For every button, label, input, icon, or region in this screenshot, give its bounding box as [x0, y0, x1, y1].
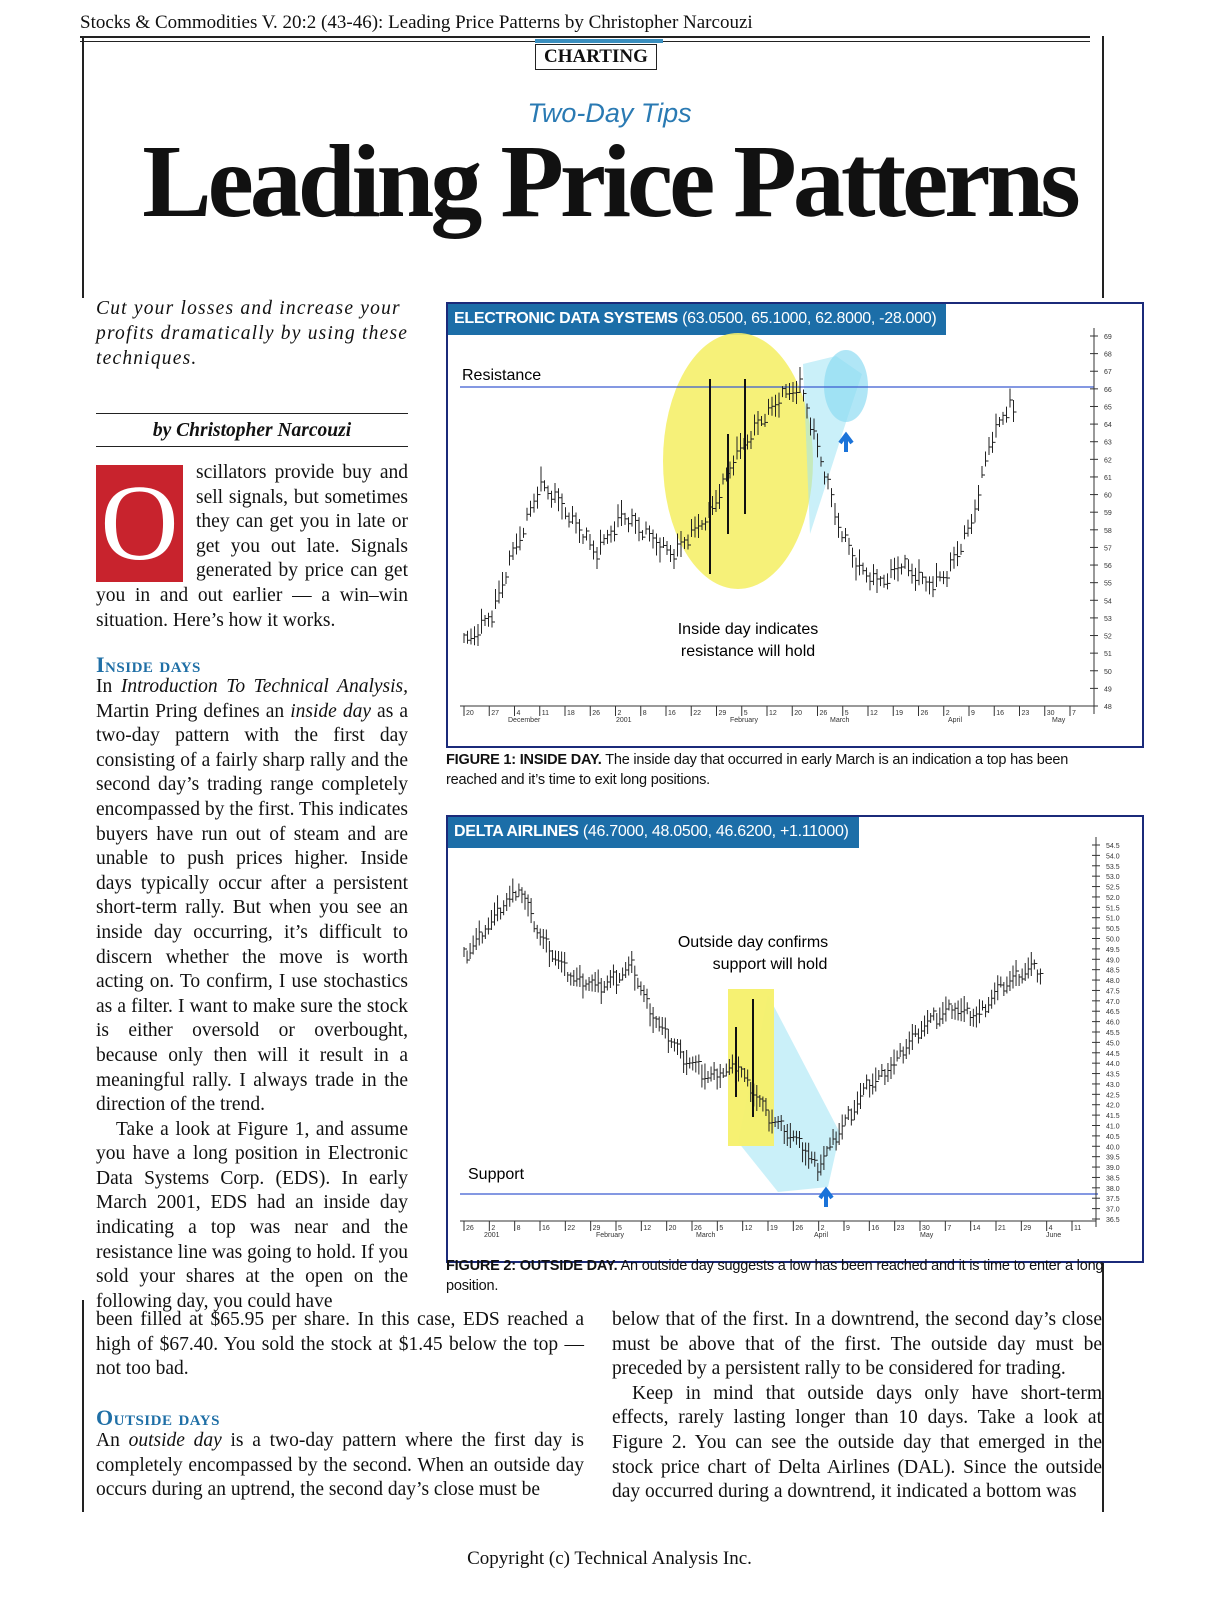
y-tick-label: 46.5 — [1106, 1009, 1120, 1017]
x-tick-label: 21 — [998, 1225, 1006, 1232]
inside-day-highlight — [663, 333, 813, 589]
inside-day-focus — [824, 350, 868, 422]
up-arrow-icon — [820, 1190, 832, 1207]
figure-1-note-line-2: resistance will hold — [680, 643, 816, 660]
subhead-outside-days — [96, 1405, 220, 1431]
outside-days-body — [96, 1429, 584, 1503]
y-tick-label: 48 — [1104, 704, 1112, 711]
drop-cap-spacer — [96, 461, 196, 582]
x-tick-label: 4 — [1048, 1225, 1053, 1232]
y-tick-label: 39.0 — [1106, 1165, 1120, 1173]
y-tick-label: 68 — [1104, 351, 1112, 359]
y-tick-label: 42.5 — [1106, 1092, 1120, 1100]
x-month-label: March — [696, 1232, 716, 1239]
figure-2-note-line-2: support will hold — [712, 956, 828, 973]
x-tick-label: 11 — [541, 710, 550, 717]
resistance-label: Resistance — [462, 367, 542, 384]
y-tick-label: 37.5 — [1106, 1196, 1120, 1204]
x-tick-label: 27 — [491, 710, 500, 717]
y-tick-label: 45.0 — [1106, 1040, 1120, 1048]
y-tick-label: 59 — [1104, 510, 1112, 518]
figure-1-caption — [446, 750, 1106, 790]
running-head: Stocks & Commodities V. 20:2 (43-46): Leading Price Patterns by Christopher Narcouzi — [80, 12, 753, 33]
x-tick-label: 5 — [719, 1225, 724, 1232]
right-column — [612, 1308, 1102, 1505]
x-tick-label: 14 — [972, 1225, 981, 1232]
deck: Cut your losses and increase your profits dramatically by using these techniques. — [96, 298, 409, 369]
x-month-label: February — [596, 1232, 625, 1239]
figure-1-y-axis — [1090, 328, 1112, 714]
y-tick-label: 44.0 — [1106, 1061, 1120, 1069]
y-tick-label: 61 — [1104, 474, 1112, 482]
y-tick-label: 48.0 — [1106, 978, 1120, 986]
x-tick-label: 26 — [694, 1225, 702, 1232]
y-tick-label: 51 — [1104, 651, 1112, 659]
right-column-paragraph-1: below that of the first. In a downtrend, the second day’s close must be above that of the first. The outside day must be preceded by a persistent rally to be considered for trading. — [612, 1309, 1102, 1380]
y-tick-label: 63 — [1104, 439, 1112, 447]
figure-2-x-axis — [460, 1221, 1096, 1239]
y-tick-label: 40.5 — [1106, 1133, 1120, 1141]
text-run: as a two-day pattern with the first day consisting of a fairly sharp rally and the second day’s trading range completely encompassed by the first. This indicates buyers have run out of steam and are unable to push prices higher. Inside days typically occur after a persistent short-term rally. But when you see an inside day occurring, it’s difficult to discern whether the move is worth acting on. To confirm, I use stochastics as a filter. I want to make sure the stock is either oversold or overbought, because only then will it result in a meaningful rally. I always trade in the direction of the trend. — [96, 700, 409, 1116]
y-tick-label: 37.0 — [1106, 1206, 1120, 1214]
y-tick-label: 44.5 — [1106, 1050, 1120, 1058]
figure-2-caption — [446, 1256, 1106, 1296]
figure-2-note-line-1: Outside day confirms — [677, 934, 829, 951]
x-tick-label: 16 — [871, 1225, 880, 1232]
y-tick-label: 53.0 — [1106, 874, 1120, 882]
x-month-label: December — [508, 717, 541, 724]
y-tick-label: 42.0 — [1106, 1102, 1120, 1110]
x-tick-label: 29 — [592, 1225, 601, 1232]
term-outside-day: outside day — [128, 1430, 222, 1451]
x-tick-label: 29 — [1023, 1225, 1032, 1232]
x-month-label: February — [730, 717, 759, 724]
y-tick-label: 65 — [1104, 404, 1112, 412]
y-tick-label: 45.5 — [1106, 1030, 1120, 1037]
x-tick-label: 26 — [819, 710, 828, 717]
headline: Leading Price Patterns — [142, 124, 1077, 239]
y-tick-label: 50.0 — [1106, 936, 1120, 944]
x-tick-label: 9 — [846, 1225, 850, 1232]
byline-rule-bottom — [96, 446, 408, 447]
x-tick-label: 5 — [743, 710, 748, 717]
y-tick-label: 51.0 — [1106, 915, 1120, 923]
x-month-label: 2001 — [616, 717, 632, 724]
text-run: An — [96, 1430, 129, 1451]
x-tick-label: 18 — [567, 710, 575, 717]
x-tick-label: 20 — [466, 710, 474, 717]
figure-2-chart — [446, 815, 1144, 1263]
copyright: Copyright (c) Technical Analysis Inc. — [467, 1548, 752, 1569]
inside-days-paragraph-1 — [96, 675, 408, 1118]
inside-days-paragraph-2: Take a look at Figure 1, and assume you have a long position in Electronic Data Systems Corp. (EDS). In early March 2001, EDS had an inside day indicating a top was near and the resistance line was going to hold. If you sold your shares at the open on the following day, you could have — [96, 1118, 408, 1312]
x-tick-label: 7 — [947, 1225, 952, 1232]
figure-2-caption-text: An outside day suggests a low has been reached and it is time to enter a long position. — [446, 1258, 1104, 1294]
x-month-label: March — [830, 717, 850, 724]
x-tick-label: 26 — [466, 1225, 474, 1232]
x-tick-label: 12 — [643, 1225, 652, 1232]
x-tick-label: 2 — [945, 710, 950, 717]
x-tick-label: 2 — [617, 710, 622, 717]
x-tick-label: 23 — [896, 1225, 905, 1232]
x-tick-label: 9 — [971, 710, 975, 717]
y-tick-label: 56 — [1104, 563, 1112, 571]
text-run: is a two-day pattern where the first day is completely encompassed by the second. When an outside day occurs during an uptrend, the second day’s close must be — [96, 1430, 585, 1501]
x-tick-label: 2 — [820, 1225, 825, 1232]
figure-1-caption-text: The inside day that occurred in early March is an indication a top has been reached and it’s time to exit long positions. — [446, 752, 1069, 788]
y-tick-label: 66 — [1104, 386, 1112, 394]
x-tick-label: 5 — [844, 710, 849, 717]
y-tick-label: 69 — [1104, 334, 1112, 341]
y-tick-label: 49 — [1104, 686, 1112, 694]
y-tick-label: 49.0 — [1106, 957, 1120, 965]
y-tick-label: 54.0 — [1106, 853, 1120, 861]
y-tick-label: 53 — [1104, 615, 1112, 623]
y-tick-label: 40.0 — [1106, 1144, 1120, 1152]
y-tick-label: 54 — [1104, 598, 1112, 606]
y-tick-label: 36.5 — [1106, 1217, 1120, 1224]
y-tick-label: 48.5 — [1106, 967, 1120, 975]
x-tick-label: 19 — [770, 1225, 778, 1232]
book-title: Introduction To Technical Analysis, — [120, 676, 409, 697]
y-tick-label: 47.0 — [1106, 998, 1120, 1006]
text-run: Martin Pring defines an — [96, 700, 291, 722]
subhead-outside-days-text: Outside days — [96, 1405, 220, 1430]
text-run: In — [96, 676, 121, 697]
x-tick-label: 12 — [769, 710, 777, 717]
x-tick-label: 26 — [592, 710, 601, 717]
figure-1-note-line-1: Inside day indicates — [677, 621, 819, 638]
x-month-label: June — [1046, 1232, 1062, 1239]
figure-1-x-axis — [460, 706, 1094, 724]
x-tick-label: 23 — [1021, 710, 1030, 717]
byline-rule-top — [96, 413, 408, 414]
x-month-label: 2001 — [484, 1232, 500, 1239]
term-inside-day: inside day — [290, 700, 372, 722]
figure-1-ticker: ELECTRONIC DATA SYSTEMS — [454, 310, 678, 327]
x-tick-label: 2 — [491, 1225, 496, 1232]
right-frame-rule-lower — [1102, 1260, 1104, 1512]
x-tick-label: 12 — [870, 710, 878, 717]
header-rule-top — [80, 36, 1090, 38]
y-tick-label: 55 — [1104, 580, 1112, 588]
y-tick-label: 58 — [1104, 527, 1112, 535]
kicker: Two-Day Tips — [527, 98, 692, 128]
x-tick-label: 4 — [516, 710, 521, 717]
y-tick-label: 49.5 — [1106, 946, 1120, 954]
x-month-label: May — [1052, 717, 1066, 724]
subhead-inside-days-text: Inside days — [96, 652, 201, 677]
figure-2-y-axis — [1092, 837, 1120, 1227]
y-tick-label: 67 — [1104, 369, 1112, 377]
x-tick-label: 26 — [795, 1225, 804, 1232]
y-tick-label: 41.0 — [1106, 1123, 1120, 1131]
intro-paragraph: scillators provide buy and sell signals, but sometimes they can get you in late or get you out late. Signals generated by price can get you in and out earlier — a win–win situation. Here’s how it works. — [96, 462, 408, 631]
inside-days-continuation: been filled at $65.95 per share. In this case, EDS reached a high of $67.40. You sold the stock at $1.45 below the top — not too bad. — [96, 1309, 584, 1380]
x-tick-label: 29 — [718, 710, 727, 717]
y-tick-label: 54.5 — [1106, 843, 1120, 850]
right-column-paragraph-2: Keep in mind that outside days only have short-term effects, rarely lasting longer than 10 days. Take a look at Figure 2. You can see the outside day that emerged in the stock price chart of Delta Airlines (DAL). Since the outside day occurred during a downtrend, it indicated a bottom was — [612, 1382, 1102, 1503]
x-tick-label: 22 — [693, 710, 702, 717]
figure-1-plot — [448, 304, 1142, 746]
x-month-label: April — [814, 1232, 829, 1239]
y-tick-label: 50.5 — [1106, 926, 1120, 934]
outside-days-paragraph-1 — [96, 1429, 584, 1503]
y-tick-label: 51.5 — [1106, 905, 1120, 913]
y-tick-label: 43.5 — [1106, 1071, 1120, 1079]
y-tick-label: 57 — [1104, 545, 1112, 553]
y-tick-label: 46.0 — [1106, 1019, 1120, 1027]
y-tick-label: 41.5 — [1106, 1113, 1120, 1121]
figure-2-plot — [448, 817, 1142, 1261]
y-tick-label: 52 — [1104, 633, 1112, 641]
y-tick-label: 39.5 — [1106, 1154, 1120, 1162]
x-tick-label: 20 — [668, 1225, 677, 1232]
x-tick-label: 26 — [920, 710, 929, 717]
left-frame-rule-lower — [82, 1300, 84, 1512]
y-tick-label: 53.5 — [1106, 863, 1120, 871]
up-arrow-icon — [840, 435, 852, 452]
outside-day-highlight — [728, 989, 774, 1146]
y-tick-label: 47.5 — [1106, 988, 1120, 996]
x-tick-label: 8 — [642, 710, 647, 717]
x-tick-label: 5 — [618, 1225, 622, 1232]
x-tick-label: 8 — [516, 1225, 521, 1232]
byline: by Christopher Narcouzi — [152, 420, 352, 441]
x-tick-label: 20 — [794, 710, 803, 717]
x-tick-label: 16 — [668, 710, 676, 717]
x-tick-label: 30 — [922, 1225, 930, 1232]
x-month-label: April — [948, 717, 963, 724]
drop-cap: O — [96, 465, 183, 582]
x-tick-label: 11 — [1074, 1225, 1082, 1232]
y-tick-label: 38.0 — [1106, 1185, 1120, 1193]
section-tag-accent — [535, 39, 663, 43]
x-tick-label: 12 — [744, 1225, 753, 1232]
x-month-label: May — [920, 1232, 934, 1239]
x-tick-label: 16 — [996, 710, 1005, 717]
figure-1-values: (63.0500, 65.1000, 62.8000, -28.000) — [682, 310, 937, 327]
figure-1-caption-label: FIGURE 1: INSIDE DAY. — [446, 752, 602, 768]
y-tick-label: 64 — [1104, 422, 1112, 430]
x-tick-label: 22 — [567, 1225, 576, 1232]
section-tag: CHARTING — [535, 44, 657, 70]
intro-text-wrap — [96, 461, 408, 633]
x-tick-label: 30 — [1046, 710, 1055, 717]
y-tick-label: 52.0 — [1106, 894, 1120, 902]
figure-2-values: (46.7000, 48.0500, 46.6200, +1.11000) — [582, 823, 849, 840]
x-tick-label: 19 — [895, 710, 904, 717]
figure-2-caption-label: FIGURE 2: OUTSIDE DAY. — [446, 1258, 618, 1274]
y-tick-label: 43.0 — [1106, 1081, 1120, 1089]
x-tick-label: 16 — [542, 1225, 550, 1232]
y-tick-label: 60 — [1104, 492, 1112, 500]
y-tick-label: 38.5 — [1106, 1175, 1120, 1183]
support-label: Support — [468, 1166, 525, 1183]
figure-2-ticker: DELTA AIRLINES — [454, 823, 579, 840]
x-tick-label: 7 — [1072, 710, 1076, 717]
inside-days-body — [96, 675, 408, 1314]
y-tick-label: 50 — [1104, 668, 1112, 676]
y-tick-label: 62 — [1104, 457, 1112, 465]
figure-1-chart — [446, 302, 1144, 748]
y-tick-label: 52.5 — [1106, 884, 1120, 892]
